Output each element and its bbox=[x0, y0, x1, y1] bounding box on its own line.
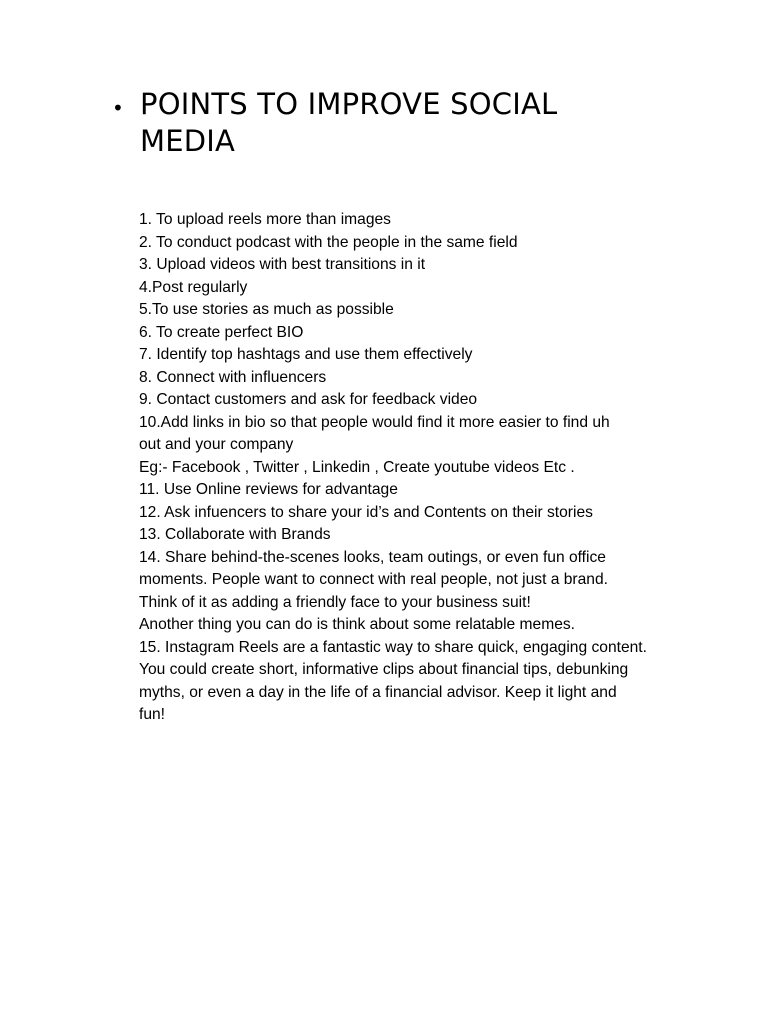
page-title bbox=[140, 86, 660, 160]
text-line: Think of it as adding a friendly face to your business suit! bbox=[139, 593, 531, 611]
text-line: 14. Share behind-the-scenes looks, team outings, or even fun office bbox=[139, 548, 606, 566]
text-line: 11. Use Online reviews for advantage bbox=[139, 481, 398, 498]
text-line: fun! bbox=[139, 706, 166, 723]
bullet-icon: • bbox=[112, 96, 124, 120]
text-line: 8. Connect with influencers bbox=[139, 368, 327, 386]
text-line: Eg:- Facebook , Twitter , Linkedin , Create youtube videos Etc . bbox=[139, 458, 575, 476]
title-line: POINTS TO IMPROVE SOCIAL bbox=[140, 87, 558, 121]
text-line: Another thing you can do is think about some relatable memes. bbox=[139, 616, 576, 633]
text-line: 1. To upload reels more than images bbox=[139, 211, 391, 228]
text-line: 2. To conduct podcast with the people in the same field bbox=[139, 233, 518, 251]
text-line: 5.To use stories as much as possible bbox=[139, 301, 394, 318]
text-line: 4.Post regularly bbox=[139, 278, 248, 296]
text-line: 13. Collaborate with Brands bbox=[139, 526, 331, 543]
text-line: moments. People want to connect with real people, not just a brand. bbox=[139, 571, 608, 588]
text-line: 6. To create perfect BIO bbox=[139, 323, 304, 341]
body-text bbox=[139, 209, 684, 727]
text-line: out and your company bbox=[139, 436, 294, 453]
title-line: MEDIA bbox=[140, 124, 236, 158]
text-line: myths, or even a day in the life of a financial advisor. Keep it light and bbox=[139, 683, 617, 701]
text-line: 15. Instagram Reels are a fantastic way to share quick, engaging content. bbox=[139, 638, 647, 656]
text-line: You could create short, informative clips about financial tips, debunking bbox=[139, 661, 629, 678]
text-line: 10.Add links in bio so that people would find it more easier to find uh bbox=[139, 413, 610, 431]
text-line: 9. Contact customers and ask for feedback video bbox=[139, 391, 478, 408]
text-line: 12. Ask infuencers to share your id’s and Contents on their stories bbox=[139, 503, 593, 521]
text-line: 3. Upload videos with best transitions in it bbox=[139, 256, 426, 273]
text-line: 7. Identify top hashtags and use them effectively bbox=[139, 346, 473, 363]
